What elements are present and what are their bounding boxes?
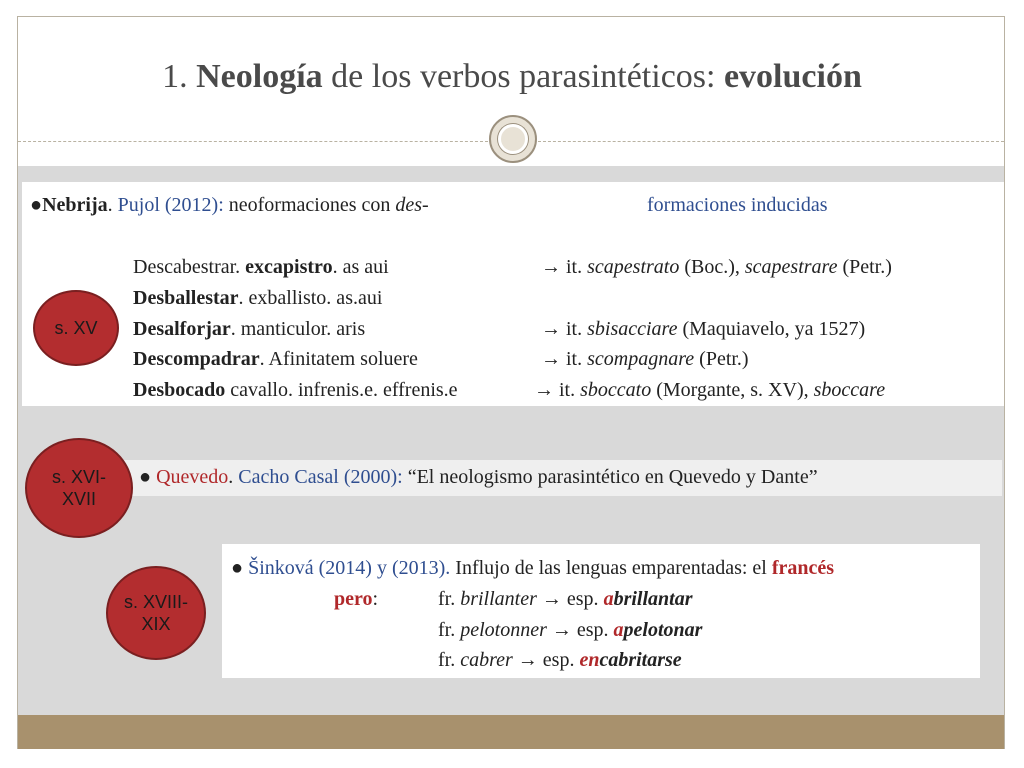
verb-row: Desbocado cavallo. infrenis.e. effrenis.e	[133, 379, 458, 401]
french-example: fr. pelotonner → esp. apelotonar	[438, 619, 703, 641]
italian-equivalent: → it. scompagnare (Petr.)	[541, 348, 749, 370]
italian-equivalent: → it. sboccato (Morgante, s. XV), sboccare	[534, 379, 886, 401]
ring-ornament-icon	[489, 115, 537, 163]
title-divider-right	[538, 141, 1004, 142]
period-badge-xvi-xvii: s. XVI- XVII	[25, 438, 133, 538]
verb-row: Desalforjar. manticulor. aris	[133, 318, 366, 340]
verb-row: Descabestrar. excapistro. as aui	[133, 256, 389, 278]
verb-row: Desballestar. exballisto. as.aui	[133, 287, 383, 309]
period-badge-xv: s. XV	[33, 290, 119, 366]
period-badge-xviii-xix: s. XVIII- XIX	[106, 566, 206, 660]
title-divider-left	[18, 141, 488, 142]
section-xvi-text: ● Quevedo. Cacho Casal (2000): “El neologismo parasintético en Quevedo y Dante”	[139, 466, 818, 488]
italian-equivalent: → it. sbisacciare (Maquiavelo, ya 1527)	[541, 318, 866, 340]
pero-label: pero:	[334, 588, 379, 610]
footer-bar	[18, 715, 1004, 749]
section-xv-heading: ●Nebrija. Pujol (2012): neoformaciones con des-	[30, 194, 429, 216]
french-example: fr. cabrer → esp. encabritarse	[438, 649, 682, 671]
verb-row: Descompadrar. Afinitatem soluere	[133, 348, 418, 370]
slide-title: 1. Neología de los verbos parasintéticos: evolución	[162, 58, 862, 95]
italian-equivalent: → it. scapestrato (Boc.), scapestrare (Petr.)	[541, 256, 892, 278]
induced-formations-label: formaciones inducidas	[647, 194, 828, 216]
french-example: fr. brillanter → esp. abrillantar	[438, 588, 693, 610]
section-xviii-heading: ● Šinková (2014) y (2013). Influjo de las lenguas emparentadas: el francés	[231, 557, 835, 579]
